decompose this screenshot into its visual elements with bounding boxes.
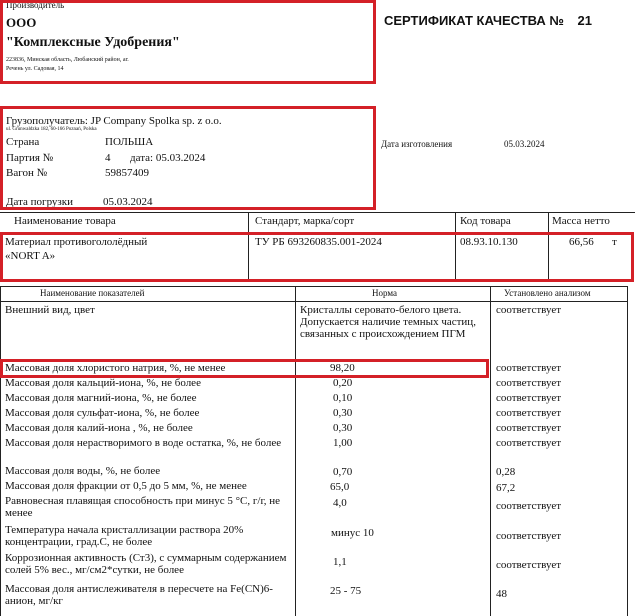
- table-row-name: Массовая доля кальций-иона, %, не более: [5, 377, 201, 389]
- product-standard-header: Стандарт, марка/сорт: [255, 215, 355, 227]
- divider: [0, 212, 635, 213]
- table-row-name: Массовая доля хлористого натрия, %, не менее: [5, 362, 226, 374]
- table-row-norm: 65,0: [330, 481, 350, 493]
- batch-date: дата: 05.03.2024: [130, 152, 206, 164]
- divider: [0, 286, 1, 616]
- divider: [0, 301, 628, 302]
- table-row-result: соответствует: [496, 407, 562, 419]
- divider: [0, 286, 628, 287]
- table-row-name: Внешний вид, цвет: [5, 304, 95, 316]
- table-row-result: соответствует: [496, 362, 562, 374]
- recipient-label: Грузополучатель: JP Company Spolka sp. z o.o.: [6, 115, 222, 127]
- table-row-name: Массовая доля калий-иона , %, не более: [5, 422, 193, 434]
- product-name-header: Наименование товара: [14, 215, 116, 227]
- table-row-result: 0,28: [496, 466, 516, 478]
- table-row-norm: 1,00: [333, 437, 353, 449]
- certificate-number: 21: [577, 13, 592, 28]
- table-row-result: соответствует: [496, 530, 562, 542]
- recipient-highlight-box: [0, 106, 376, 210]
- divider: [295, 286, 296, 616]
- table-row-norm: 98,20: [330, 362, 355, 374]
- table-row-norm: 25 - 75: [330, 585, 362, 597]
- country-label: Страна: [6, 136, 40, 148]
- certificate-title: [384, 14, 592, 27]
- product-standard: ТУ РБ 693260835.001-2024: [255, 236, 382, 248]
- manufacture-date-value: 05.03.2024: [504, 139, 545, 149]
- recipient-subline: ul. Grunwaldzka 182, 60-166 Poznań, Polska: [6, 127, 97, 132]
- batch-label: Партия №: [6, 152, 54, 164]
- batch-value: 4: [105, 152, 111, 164]
- table-row-name: Массовая доля нерастворимого в воде остатка, %, не более: [5, 437, 282, 449]
- table-row-norm: 0,30: [333, 407, 353, 419]
- load-date-value: 05.03.2024: [103, 196, 153, 208]
- producer-address-line2: Речень ул. Садовая, 14: [6, 66, 64, 72]
- table-row-result: соответствует: [496, 304, 562, 316]
- chloride-row-highlight-box: [0, 359, 489, 378]
- producer-label: Производитель: [6, 0, 65, 10]
- table-row-name: Массовая доля магний-иона, %, не более: [5, 392, 197, 404]
- table-row-result: соответствует: [496, 377, 562, 389]
- table-header-result: Установлено анализом: [504, 288, 591, 298]
- table-row-name: Коррозионная активность (Ст3), с суммарным содержанием солей 5% вес., мг/см2*сутки, не более: [5, 552, 287, 576]
- table-row-norm: 0,30: [333, 422, 353, 434]
- product-code: 08.93.10.130: [460, 236, 518, 248]
- divider: [627, 286, 628, 616]
- table-row-name: Массовая доля воды, %, не более: [5, 465, 161, 477]
- table-row-norm: минус 10: [331, 527, 374, 539]
- table-row-result: 67,2: [496, 482, 516, 494]
- table-row-name: Массовая доля сульфат-иона, %, не более: [5, 407, 200, 419]
- table-row-norm: 0,20: [333, 377, 353, 389]
- table-row-name: Температура начала кристаллизации раствора 20% концентрации, град.С, не более: [5, 524, 244, 548]
- table-row-result: соответствует: [496, 422, 562, 434]
- product-name-line2: «NORT A»: [5, 250, 56, 262]
- product-name-line1: Материал противогололёдный: [5, 236, 148, 248]
- table-row-norm: 0,70: [333, 466, 353, 478]
- load-date-label: Дата погрузки: [6, 196, 74, 208]
- table-row-result: 48: [496, 588, 507, 600]
- table-row-norm: 1,1: [333, 556, 347, 568]
- table-row-name: Равновесная плавящая способность при минус 5 °С, г/г, не менее: [5, 495, 280, 519]
- table-row-norm: Кристаллы серовато-белого цвета. Допускается наличие темных частиц, связанных с происхождением ПГМ: [300, 304, 476, 340]
- wagon-value: 59857409: [105, 167, 149, 179]
- country-value: ПОЛЬША: [105, 136, 154, 148]
- producer-ooo: ООО: [6, 15, 37, 30]
- producer-address-line1: 223836, Минская область, Любанский район, аг.: [6, 57, 129, 63]
- product-code-header: Код товара: [460, 215, 511, 227]
- producer-name: "Комплексные Удобрения": [6, 35, 180, 50]
- table-header-norm: Норма: [372, 288, 397, 298]
- manufacture-date-label: Дата изготовления: [381, 139, 453, 149]
- table-row-name: Массовая доля фракции от 0,5 до 5 мм, %, не менее: [5, 480, 247, 492]
- table-row-result: соответствует: [496, 437, 562, 449]
- certificate-title-text: СЕРТИФИКАТ КАЧЕСТВА №: [384, 13, 564, 28]
- wagon-label: Вагон №: [6, 167, 48, 179]
- table-row-result: соответствует: [496, 559, 562, 571]
- divider: [490, 286, 491, 616]
- table-row-norm: 4,0: [333, 497, 347, 509]
- product-mass-unit: т: [612, 236, 617, 248]
- table-row-name: Массовая доля антислеживателя в пересчете на Fe(CN)6-анион, мг/кг: [5, 583, 273, 607]
- table-row-result: соответствует: [496, 392, 562, 404]
- table-row-norm: 0,10: [333, 392, 353, 404]
- table-header-name: Наименование показателей: [40, 288, 145, 298]
- producer-highlight-box: [0, 0, 376, 84]
- product-mass: 66,56: [569, 236, 594, 248]
- product-highlight-box: [0, 232, 634, 282]
- table-row-result: соответствует: [496, 500, 562, 512]
- product-mass-header: Масса нетто: [552, 215, 610, 227]
